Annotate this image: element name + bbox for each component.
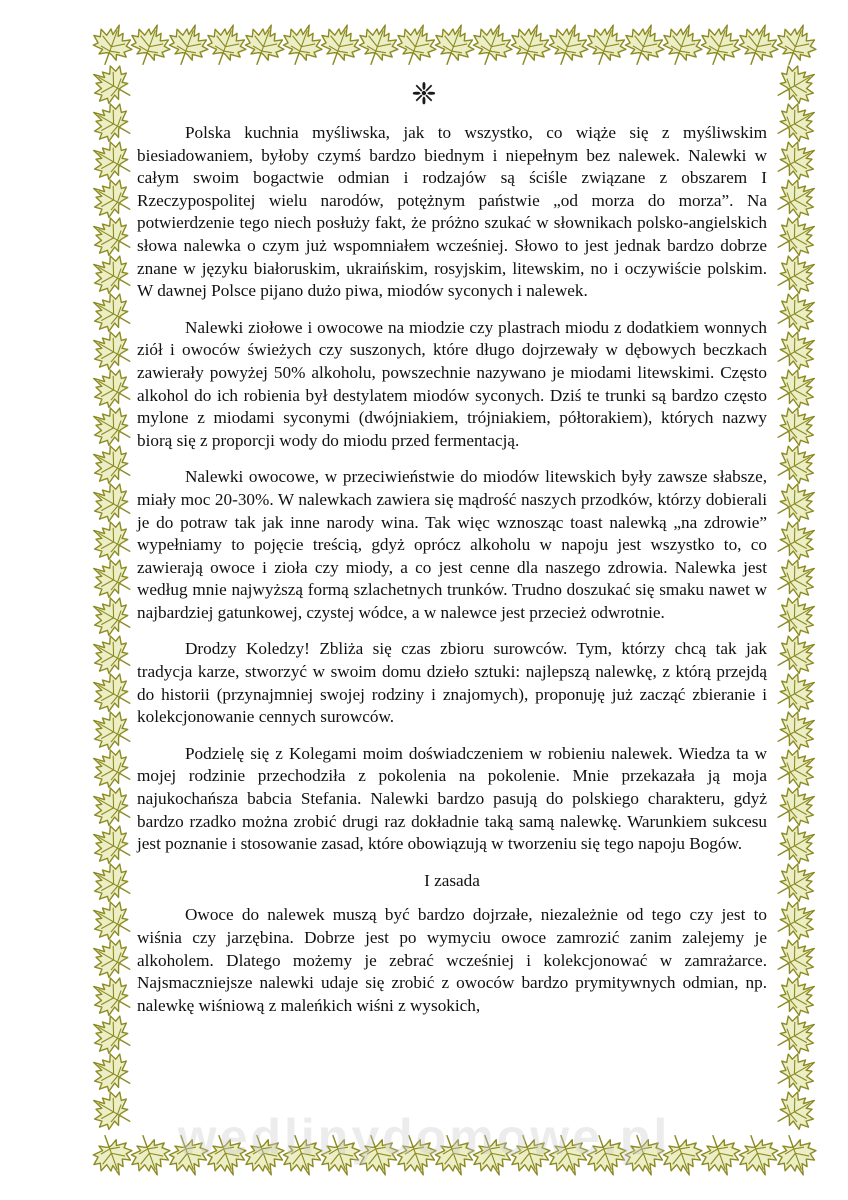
- maple-leaf-icon: [124, 18, 177, 72]
- maple-leaf-icon: [428, 18, 481, 72]
- paragraph: Owoce do nalewek muszą być bardzo dojrzałe, niezależnie od tego czy jest to wiśnia czy jarzębina. Dobrze jest po wymyciu owoce zamrozić zanim zalejemy je alkoholem. Dlatego możemy je zebrać wcześniej i kolekcjonować w zamrażarce. Najsmaczniejsze nalewki udaje się zrobić z owoców bardzo prymitywnych odmian, np. nalewkę wiśniową z maleńkich wiśni z wysokich,: [137, 905, 767, 1015]
- maple-leaf-icon: [86, 1128, 139, 1182]
- maple-leaf-icon: [314, 18, 367, 72]
- maple-leaf-icon: [276, 18, 329, 72]
- maple-leaf-icon: [238, 1128, 291, 1182]
- maple-leaf-icon: [580, 1128, 633, 1182]
- maple-leaf-icon: [162, 1128, 215, 1182]
- maple-leaf-icon: [352, 1128, 405, 1182]
- maple-leaf-icon: [200, 18, 253, 72]
- maple-leaf-icon: [656, 18, 709, 72]
- maple-leaf-icon: [580, 18, 633, 72]
- maple-leaf-icon: [768, 1083, 825, 1139]
- maple-leaf-icon: [618, 18, 671, 72]
- maple-leaf-icon: [694, 1128, 747, 1182]
- paragraph: Polska kuchnia myśliwska, jak to wszystko, co wiąże się z myśliwskim biesiadowaniem, byłoby czymś bardzo biednym i niepełnym bez nalewek. Nalewki w całym swoim bogactwie odmian i rodzajów są ściśle związane z obszarem I Rzeczypospolitej wielu narodów, potężnym państwie „od morza do morza”. Na potwierdzenie tego niech posłuży fakt, że próżno szukać w słownikach polsko-angielskich słowa nalewka o czym już wspomniałem wcześniej. Słowo to jest jednak bardzo dobrze znane w języku białoruskim, ukraińskim, rosyjskim, litewskim, no i oczywiście polskim. W dawnej Polsce pijano dużo piwa, miodów syconych i nalewek.: [137, 123, 767, 301]
- maple-leaf-icon: [86, 18, 139, 72]
- maple-leaf-icon: [390, 18, 443, 72]
- maple-leaf-icon: [504, 1128, 557, 1182]
- maple-leaf-icon: [238, 18, 291, 72]
- maple-leaf-icon: [466, 18, 519, 72]
- maple-leaf-icon: [200, 1128, 253, 1182]
- document-body: [137, 122, 767, 1031]
- maple-leaf-icon: [352, 18, 405, 72]
- paragraph: Nalewki ziołowe i owocowe na miodzie czy plastrach miodu z dodatkiem wonnych ziół i owoców świeżych czy suszonych, które długo dojrzewały w dębowych beczkach zawierały powyżej 50% alkoholu, powszechnie nazywano je miodami litewskimi. Często alkohol do ich robienia był destylatem miodów syconych. Dziś te trunki są bardzo często mylone z miodami syconymi (dwójniakiem, trójniakiem, półtorakiem), których nazwy biorą się z proporcji wody do miodu przed fermentacją.: [137, 317, 767, 450]
- paragraph: Podzielę się z Kolegami moim doświadczeniem w robieniu nalewek. Wiedza ta w mojej rodzinie przechodziła z pokolenia na pokolenie. Mnie przekazała ją moja najukochańsza babcia Stefania. Nalewki bardzo pasują do polskiego charakteru, gdyż bardzo rzadko można zrobić drugi raz dokładnie taką samą nalewkę. Warunkiem sukcesu jest poznanie i stosowanie zasad, które obowiązują w tworzeniu się tego napoju Bogów.: [137, 743, 767, 854]
- maple-leaf-icon: [390, 1128, 443, 1182]
- paragraph: Drodzy Koledzy! Zbliża się czas zbioru surowców. Tym, którzy chcą tak jak tradycja karze, stworzyć w swoim domu dzieło sztuki: najlepszą nalewkę, z którą przejdą do historii (przynajmniej swojej rodziny i znajomych), proponuję już zacząć zbieranie i kolekcjonowanie cennych surowców.: [137, 639, 767, 727]
- maple-leaf-icon: [504, 18, 557, 72]
- maple-leaf-icon: [124, 1128, 177, 1182]
- maple-leaf-icon: [732, 1128, 785, 1182]
- section-heading: I zasada: [424, 870, 480, 890]
- maple-leaf-icon: [542, 1128, 595, 1182]
- maple-leaf-icon: [656, 1128, 709, 1182]
- watermark: wedlinydomowe.pl: [177, 1109, 671, 1165]
- maple-leaf-icon: [732, 18, 785, 72]
- maple-leaf-icon: [314, 1128, 367, 1182]
- maple-leaf-icon: [428, 1128, 481, 1182]
- maple-leaf-icon: [162, 18, 215, 72]
- maple-leaf-icon: [770, 18, 823, 72]
- maple-leaf-icon: [694, 18, 747, 72]
- maple-leaf-icon: [770, 1128, 823, 1182]
- asterism-ornament-icon: ❈: [411, 78, 437, 111]
- maple-leaf-icon: [84, 1083, 141, 1139]
- paragraph: Nalewki owocowe, w przeciwieństwie do miodów litewskich były zawsze słabsze, miały moc 20-30%. W nalewkach zawiera się mądrość naszych przodków, którzy dobierali je do potraw tak jak inne narody wina. Tak więc wznosząc toast nalewką „na zdrowie” wypełniamy to pojęcie treścią, gdyż oprócz alkoholu w napoju jest wszystko to, co zawierają owoce i zioła czy miody, a co jest cenne dla naszego zdrowia. Nalewka jest według mnie najwyższą formą szlachetnych trunków. Trudno doszukać się smaku nawet w najbardziej gatunkowej, czystej wódce, a w nalewce jest przecież odwrotnie.: [137, 467, 767, 622]
- maple-leaf-icon: [618, 1128, 671, 1182]
- maple-leaf-icon: [542, 18, 595, 72]
- maple-leaf-icon: [276, 1128, 329, 1182]
- maple-leaf-icon: [466, 1128, 519, 1182]
